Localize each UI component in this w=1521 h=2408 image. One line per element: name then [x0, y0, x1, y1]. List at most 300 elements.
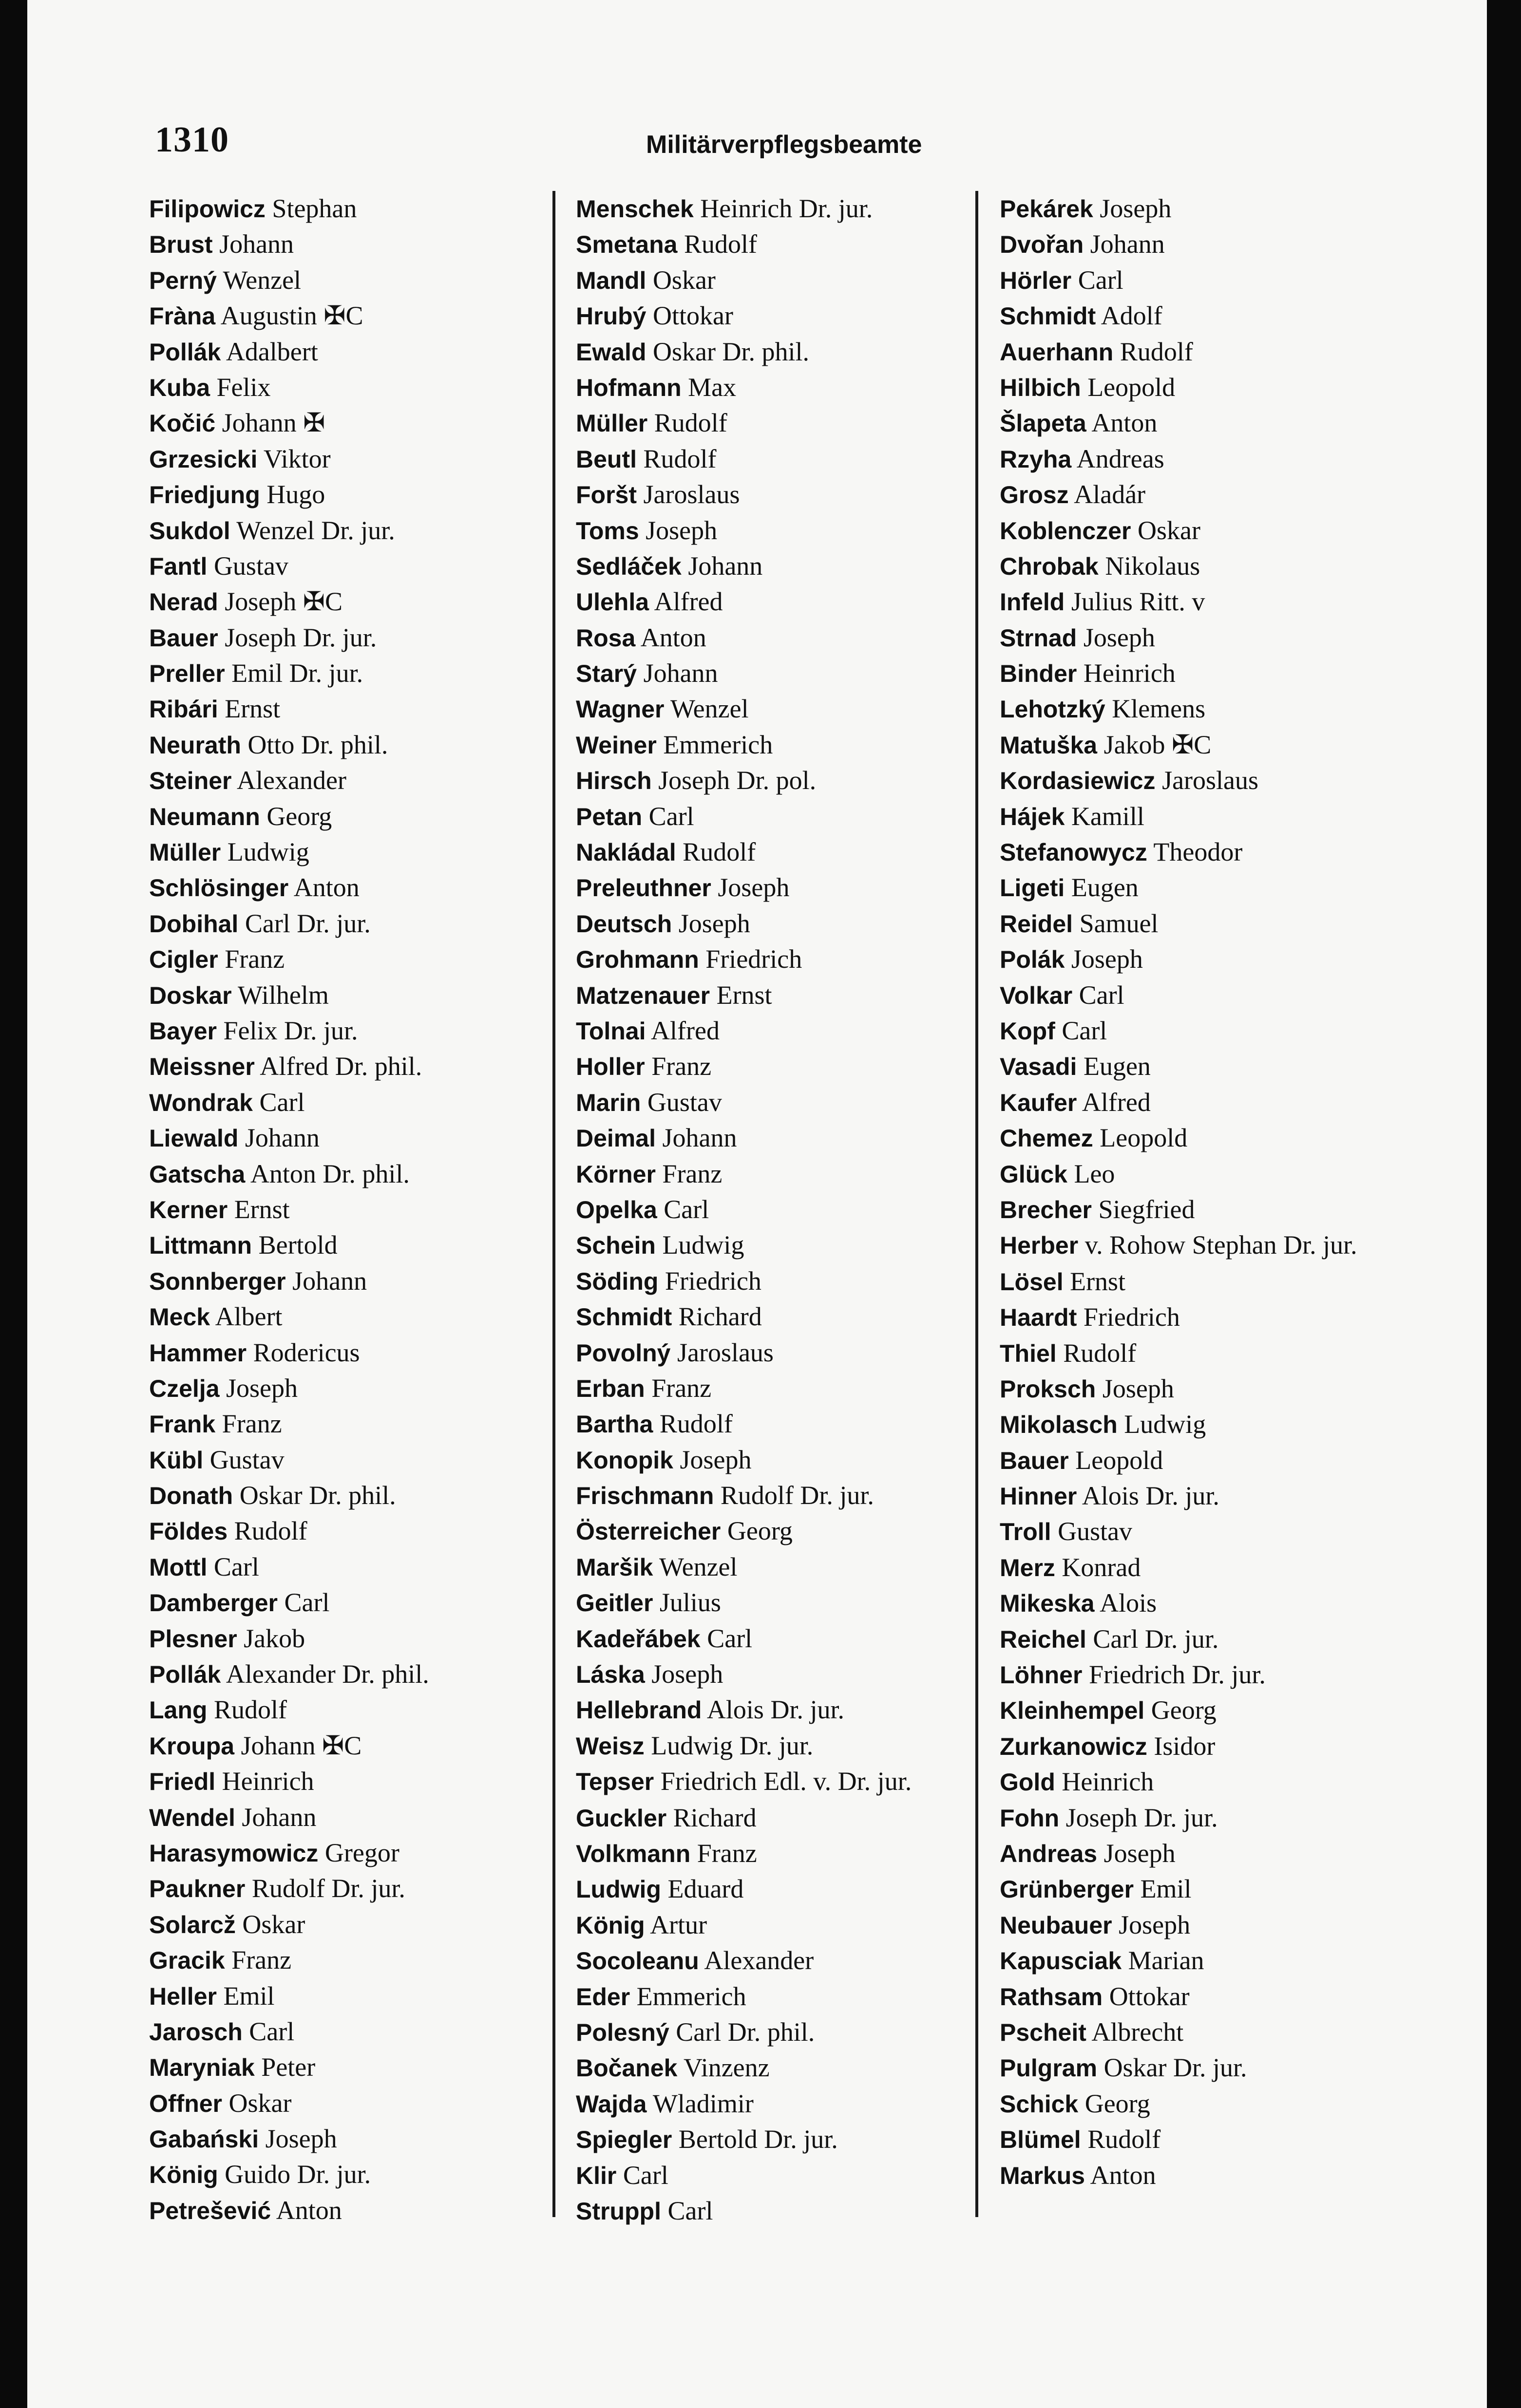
name-entry — [576, 1621, 995, 1656]
given-name: Jakob — [237, 1623, 305, 1653]
surname: Chrobak — [1000, 552, 1099, 580]
name-entry — [149, 298, 568, 334]
given-name: Friedrich Dr. jur. — [1082, 1660, 1266, 1690]
surname: Mandl — [576, 266, 646, 294]
given-name: Gustav — [207, 551, 288, 581]
given-name: Anton Dr. phil. — [245, 1159, 410, 1188]
surname: Schein — [576, 1232, 656, 1260]
surname: Opelka — [576, 1196, 657, 1223]
name-entry — [149, 1621, 568, 1656]
running-title: Militärverpflegsbeamte — [646, 131, 922, 159]
name-entry — [576, 584, 995, 620]
surname: Konopik — [576, 1446, 673, 1474]
surname: Cigler — [149, 946, 218, 974]
given-name: Vinzenz — [677, 2053, 770, 2083]
name-entry — [149, 1871, 568, 1906]
name-entry — [1000, 727, 1458, 763]
surname: Šlapeta — [1000, 410, 1086, 437]
given-name: Theodor — [1147, 837, 1243, 867]
name-entry — [576, 906, 995, 941]
surname: Lehotzký — [1000, 696, 1105, 723]
surname: Bartha — [576, 1411, 653, 1438]
surname: Kleinhempel — [1000, 1697, 1145, 1725]
name-entry — [1000, 513, 1458, 548]
given-name: Franz — [215, 1409, 282, 1439]
surname: Liewald — [149, 1125, 239, 1152]
name-entry — [576, 1049, 995, 1084]
name-entry — [576, 334, 995, 370]
given-name: Johann — [655, 1123, 737, 1153]
column-divider — [975, 191, 978, 2217]
surname: Grosz — [1000, 481, 1069, 509]
name-entry — [149, 334, 568, 370]
name-entry — [576, 2122, 995, 2157]
surname: Frischmann — [576, 1482, 714, 1510]
name-entry — [149, 2014, 568, 2050]
name-entry — [1000, 1514, 1458, 1549]
surname: Petrešević — [149, 2197, 271, 2224]
name-entry — [1000, 1979, 1458, 2014]
given-name: Carl Dr. phil. — [669, 2017, 815, 2047]
surname: Hrubý — [576, 302, 646, 330]
given-name: Johann — [238, 1123, 320, 1153]
surname: Meissner — [149, 1053, 255, 1081]
name-entry — [1000, 656, 1458, 691]
name-entry — [149, 941, 568, 977]
name-entry — [576, 2158, 995, 2193]
given-name: Rudolf — [647, 408, 727, 438]
name-entry — [1000, 1013, 1458, 1049]
name-entry — [576, 298, 995, 334]
given-name: Viktor — [257, 444, 331, 473]
given-name: Anton — [1085, 2160, 1156, 2190]
surname: Kočić — [149, 410, 216, 437]
name-entry — [1000, 1693, 1458, 1728]
given-name: Carl — [1055, 1016, 1107, 1045]
name-entry — [1000, 834, 1458, 870]
given-name: Albert — [210, 1302, 283, 1332]
name-entry — [149, 763, 568, 798]
given-name: Marian — [1122, 1946, 1204, 1975]
given-name: Alfred Dr. phil. — [254, 1052, 422, 1081]
given-name: Johann — [212, 229, 294, 259]
surname: Löhner — [1000, 1661, 1083, 1689]
given-name: Rudolf — [637, 444, 717, 473]
surname: Hofmann — [576, 374, 682, 401]
surname: Brust — [149, 231, 213, 259]
surname: Menschek — [576, 195, 694, 223]
given-name: Albrecht — [1086, 2017, 1184, 2047]
name-column-3 — [1000, 191, 1458, 2193]
name-entry — [149, 1156, 568, 1192]
name-entry — [149, 1085, 568, 1120]
name-entry — [1000, 1227, 1458, 1263]
surname: Weisz — [576, 1732, 645, 1760]
given-name: Georg — [1144, 1695, 1217, 1725]
name-entry — [149, 584, 568, 620]
surname: Pulgram — [1000, 2054, 1098, 2082]
given-name: Gustav — [203, 1445, 285, 1474]
given-name: Franz — [690, 1838, 757, 1868]
surname: Österreicher — [576, 1518, 721, 1545]
given-name: Emil Dr. jur. — [225, 658, 363, 688]
given-name: Carl — [700, 1623, 753, 1653]
surname: Paukner — [149, 1875, 246, 1903]
surname: Volkar — [1000, 981, 1073, 1009]
given-name: Anton — [288, 873, 360, 903]
name-entry — [149, 727, 568, 763]
name-entry — [576, 2086, 995, 2122]
name-entry — [149, 691, 568, 727]
surname: Auerhann — [1000, 338, 1114, 366]
name-entry — [149, 1728, 568, 1764]
name-entry — [149, 799, 568, 834]
name-entry — [1000, 978, 1458, 1013]
given-name: Rudolf — [1113, 337, 1193, 366]
name-entry — [149, 2121, 568, 2157]
given-name: Friedrich Edl. v. Dr. jur. — [654, 1767, 912, 1796]
name-entry — [1000, 1729, 1458, 1764]
name-entry — [1000, 298, 1458, 334]
given-name: Ernst — [710, 980, 772, 1010]
name-entry — [149, 2086, 568, 2121]
given-name: Carl Dr. jur. — [1086, 1624, 1219, 1654]
surname: Hellebrand — [576, 1696, 702, 1724]
given-name: Johann — [681, 551, 763, 581]
name-entry — [576, 799, 995, 834]
given-name: Gregor — [318, 1838, 399, 1867]
surname: Fohn — [1000, 1804, 1060, 1832]
surname: Dobihal — [149, 910, 239, 938]
name-entry — [1000, 584, 1458, 620]
surname: Lang — [149, 1696, 208, 1724]
surname: Proksch — [1000, 1375, 1096, 1403]
given-name: Carl — [242, 2016, 295, 2046]
given-name: Oskar — [646, 265, 716, 295]
surname: Heller — [149, 1982, 217, 2010]
name-entry — [576, 477, 995, 512]
surname: Friedl — [149, 1768, 216, 1796]
given-name: Andreas — [1071, 444, 1164, 473]
name-entry — [1000, 405, 1458, 441]
name-entry — [149, 978, 568, 1013]
name-entry — [1000, 1550, 1458, 1585]
surname: Glück — [1000, 1160, 1067, 1188]
surname: Hinner — [1000, 1483, 1077, 1510]
surname: Schick — [1000, 2090, 1079, 2118]
given-name: Artur — [645, 1910, 707, 1939]
name-entry — [576, 1478, 995, 1513]
given-name: Oskar — [222, 2088, 292, 2118]
surname: Lösel — [1000, 1268, 1064, 1296]
surname: Deimal — [576, 1125, 656, 1152]
given-name: Alfred — [646, 1016, 720, 1045]
surname: Volkmann — [576, 1840, 691, 1867]
surname: Tolnai — [576, 1017, 646, 1045]
name-entry — [1000, 1371, 1458, 1407]
name-entry — [576, 1979, 995, 2014]
given-name: Alfred — [1077, 1087, 1151, 1117]
surname: Zurkanowicz — [1000, 1732, 1147, 1760]
given-name: Johann — [285, 1266, 367, 1296]
name-entry — [576, 834, 995, 870]
given-name: Augustin ✠C — [215, 301, 363, 331]
given-name: Peter — [254, 2052, 316, 2082]
name-entry — [576, 727, 995, 763]
surname: Polesný — [576, 2018, 669, 2046]
name-entry — [149, 870, 568, 905]
name-entry — [149, 191, 568, 226]
name-entry — [576, 1692, 995, 1728]
name-entry — [1000, 263, 1458, 298]
given-name: Gustav — [1051, 1517, 1133, 1546]
name-entry — [576, 1585, 995, 1620]
name-entry — [149, 906, 568, 941]
given-name: Joseph — [639, 515, 718, 545]
surname: Pollák — [149, 338, 221, 366]
surname: Andreas — [1000, 1840, 1098, 1867]
name-entry — [1000, 1478, 1458, 1514]
given-name: Carl — [642, 801, 694, 831]
surname: Ligeti — [1000, 874, 1065, 902]
given-name: Rudolf — [677, 229, 757, 259]
surname: Wendel — [149, 1804, 235, 1831]
name-entry — [576, 2193, 995, 2229]
name-entry — [1000, 620, 1458, 656]
surname: Körner — [576, 1160, 656, 1188]
given-name: Rodericus — [247, 1337, 360, 1367]
given-name: Alfred — [649, 587, 723, 617]
given-name: Johann ✠C — [234, 1731, 362, 1760]
name-entry — [149, 548, 568, 584]
page-header — [27, 119, 1487, 163]
given-name: Joseph Dr. jur. — [1059, 1803, 1218, 1832]
given-name: Leopold — [1081, 372, 1176, 402]
surname: Strnad — [1000, 624, 1077, 652]
surname: Frank — [149, 1411, 216, 1438]
name-entry — [576, 1263, 995, 1299]
surname: Kerner — [149, 1196, 228, 1223]
name-entry — [149, 2050, 568, 2085]
surname: Infeld — [1000, 588, 1065, 616]
given-name: Isidor — [1147, 1731, 1216, 1761]
surname: Maryniak — [149, 2054, 255, 2082]
given-name: Hugo — [260, 480, 325, 509]
surname: Klir — [576, 2162, 617, 2189]
given-name: Oskar — [235, 1909, 305, 1939]
given-name: Richard — [666, 1803, 757, 1832]
surname: Reichel — [1000, 1625, 1086, 1653]
given-name: Joseph — [711, 873, 790, 903]
given-name: Leopold — [1093, 1123, 1188, 1153]
given-name: Richard — [672, 1302, 762, 1332]
given-name: Ludwig — [1117, 1410, 1206, 1439]
given-name: Rudolf — [1081, 2125, 1161, 2154]
given-name: Wenzel — [216, 265, 302, 295]
name-entry — [576, 1907, 995, 1943]
given-name: Carl — [616, 2160, 668, 2190]
surname: Wagner — [576, 696, 665, 723]
surname: Bayer — [149, 1017, 217, 1045]
surname: Starý — [576, 660, 637, 688]
surname: Pscheit — [1000, 2018, 1086, 2046]
given-name: Johann — [637, 658, 718, 688]
given-name: Carl Dr. jur. — [238, 908, 371, 938]
surname: Nakládal — [576, 839, 676, 866]
given-name: Heinrich — [1055, 1767, 1154, 1797]
given-name: Emil — [1134, 1874, 1192, 1904]
given-name: Joseph — [1065, 944, 1143, 974]
given-name: Konrad — [1055, 1552, 1141, 1582]
given-name: Wenzel — [653, 1552, 738, 1581]
given-name: Joseph — [1096, 1373, 1174, 1403]
name-entry — [149, 441, 568, 477]
surname: Kapusciak — [1000, 1947, 1122, 1975]
name-entry — [1000, 1299, 1458, 1335]
name-entry — [576, 1549, 995, 1585]
given-name: Julius — [653, 1588, 721, 1618]
name-entry — [149, 513, 568, 548]
name-entry — [149, 477, 568, 512]
surname: Matuška — [1000, 731, 1098, 759]
surname: Foršt — [576, 481, 637, 509]
surname: Binder — [1000, 660, 1077, 688]
surname: Petan — [576, 803, 643, 830]
surname: Kopf — [1000, 1017, 1055, 1045]
name-entry — [149, 1120, 568, 1156]
given-name: Jaroslaus — [670, 1337, 774, 1367]
surname: Sukdol — [149, 517, 230, 545]
name-entry — [576, 1871, 995, 1907]
surname: Chemez — [1000, 1125, 1093, 1152]
given-name: Rudolf — [1056, 1338, 1137, 1368]
name-entry — [576, 620, 995, 656]
surname: Eder — [576, 1983, 630, 2011]
given-name: Ernst — [218, 694, 281, 724]
surname: Harasymowicz — [149, 1839, 319, 1867]
surname: Müller — [149, 839, 221, 866]
given-name: Ottokar — [1103, 1981, 1190, 2011]
given-name: Rudolf — [653, 1409, 733, 1439]
name-entry — [576, 191, 995, 226]
name-entry — [1000, 799, 1458, 834]
surname: Sonnberger — [149, 1267, 286, 1295]
surname: Mottl — [149, 1553, 208, 1581]
name-entry — [1000, 1264, 1458, 1299]
name-entry — [1000, 1407, 1458, 1442]
name-entry — [149, 2157, 568, 2192]
surname: Reidel — [1000, 910, 1073, 938]
surname: Schlösinger — [149, 874, 289, 902]
name-entry — [149, 226, 568, 262]
surname: König — [576, 1911, 645, 1939]
given-name: Felix Dr. jur. — [217, 1016, 358, 1045]
name-entry — [576, 226, 995, 262]
given-name: Samuel — [1073, 908, 1159, 938]
surname: Donath — [149, 1482, 233, 1510]
scan-border-left — [0, 0, 27, 2408]
name-entry — [576, 1227, 995, 1263]
surname: Bauer — [149, 624, 218, 652]
name-entry — [1000, 2158, 1458, 2193]
given-name: Alexander — [699, 1946, 814, 1975]
given-name: Heinrich — [215, 1767, 314, 1796]
surname: Beutl — [576, 445, 637, 473]
surname: Neubauer — [1000, 1911, 1112, 1939]
name-entry — [576, 1406, 995, 1442]
surname: Grünberger — [1000, 1876, 1134, 1903]
surname: Hörler — [1000, 266, 1072, 294]
name-entry — [576, 1656, 995, 1692]
given-name: Klemens — [1105, 694, 1206, 724]
name-entry — [576, 548, 995, 584]
name-entry — [149, 1013, 568, 1049]
surname: Wondrak — [149, 1089, 253, 1116]
name-entry — [576, 405, 995, 441]
name-entry — [149, 656, 568, 691]
name-entry — [149, 1192, 568, 1227]
surname: Neurath — [149, 731, 241, 759]
name-entry — [1000, 191, 1458, 226]
given-name: Heinrich Dr. jur. — [693, 194, 873, 223]
name-entry — [1000, 2086, 1458, 2122]
surname: Ewald — [576, 338, 646, 366]
surname: Kaufer — [1000, 1089, 1077, 1116]
name-entry — [1000, 1764, 1458, 1800]
page-number: 1310 — [155, 120, 229, 160]
given-name: Anton — [271, 2195, 342, 2225]
given-name: Jakob ✠C — [1097, 730, 1212, 759]
surname: Povolný — [576, 1339, 671, 1367]
surname: Kroupa — [149, 1732, 234, 1760]
given-name: Gustav — [641, 1087, 722, 1117]
surname: Toms — [576, 517, 639, 545]
given-name: Johann — [235, 1802, 317, 1832]
name-entry — [1000, 1120, 1458, 1156]
given-name: Joseph — [1093, 194, 1172, 223]
name-entry — [1000, 1156, 1458, 1192]
surname: Hammer — [149, 1339, 247, 1367]
given-name: Stephan — [265, 194, 357, 223]
name-entry — [149, 1513, 568, 1549]
given-name: Ludwig — [655, 1230, 744, 1260]
name-entry — [149, 1800, 568, 1835]
given-name: Rudolf Dr. jur. — [245, 1874, 405, 1903]
given-name: Wladimir — [646, 2088, 754, 2118]
name-entry — [1000, 691, 1458, 727]
surname: Maršik — [576, 1553, 653, 1581]
given-name: Johann — [1084, 229, 1165, 259]
name-entry — [1000, 1907, 1458, 1943]
given-name: Wilhelm — [231, 980, 329, 1010]
name-entry — [149, 2193, 568, 2228]
surname: Bauer — [1000, 1447, 1069, 1474]
given-name: Joseph — [673, 1445, 752, 1474]
name-entry — [1000, 370, 1458, 405]
given-name: Anton — [1086, 408, 1158, 438]
surname: Guckler — [576, 1804, 667, 1832]
given-name: Leo — [1067, 1159, 1115, 1188]
name-entry — [576, 1085, 995, 1120]
name-entry — [576, 2014, 995, 2050]
given-name: Ernst — [228, 1194, 290, 1224]
surname: Kübl — [149, 1446, 204, 1474]
given-name: Alois Dr. jur. — [1077, 1481, 1219, 1511]
given-name: Adalbert — [221, 337, 318, 366]
surname: Mikolasch — [1000, 1411, 1118, 1439]
surname: Czelja — [149, 1374, 220, 1402]
surname: Schmidt — [1000, 302, 1096, 330]
